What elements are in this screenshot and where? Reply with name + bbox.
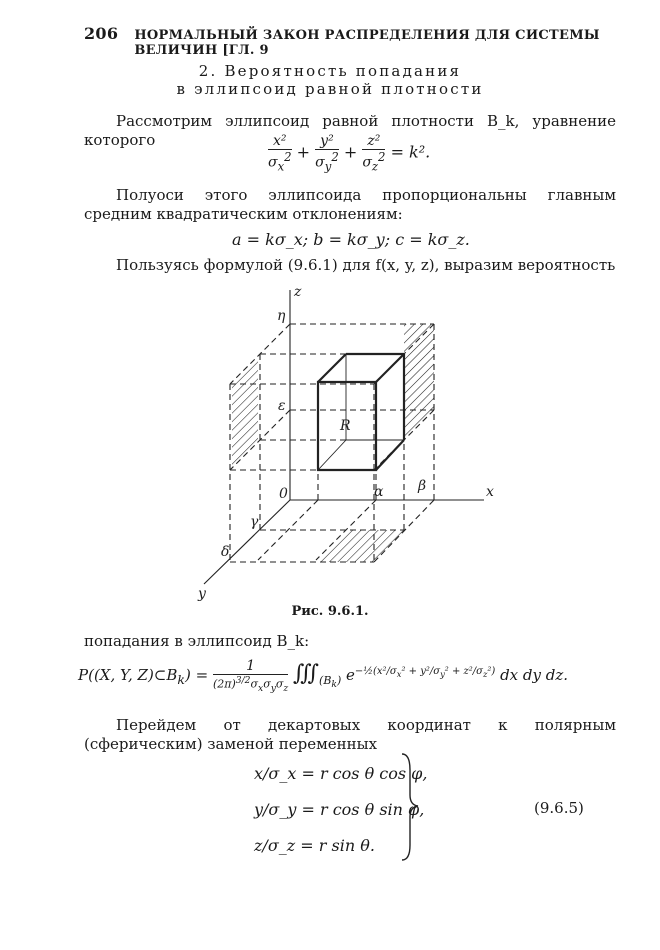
equation-ellipsoid: $\frac{\text{x²}}{\sigma_x^2}$ + $\frac{\text{y²}}{\sigma_y^2}$ + $\frac{\text{z²}}{\sigma_z^2}$ = k². xyxy=(268,133,431,174)
system-line-2: y/σ_y = r cos θ sin φ, xyxy=(254,800,425,819)
label-y: y xyxy=(198,586,206,602)
equation-semiaxes: a = kσ_x; b = kσ_y; c = kσ_z. xyxy=(232,230,470,249)
label-z: z xyxy=(294,284,302,300)
label-eta: η xyxy=(277,308,286,324)
label-origin: 0 xyxy=(279,486,288,502)
label-R: R xyxy=(340,418,351,434)
label-delta: δ xyxy=(221,544,230,560)
system-line-3: z/σ_z = r sin θ. xyxy=(254,836,375,855)
page-number: 206 xyxy=(84,24,119,43)
label-alpha: α xyxy=(374,484,384,500)
paragraph-3: Пользуясь формулой (9.6.1) для f(x, y, z), выразим вероятность xyxy=(116,256,616,274)
equation-number: (9.6.5) xyxy=(534,799,584,817)
label-beta: β xyxy=(418,478,427,494)
label-gamma: γ xyxy=(250,514,259,530)
equation-probability: P((X, Y, $Z)\subset B_k$) = $\frac{1}{(2\pi)^{3/2}\sigma_x\sigma_y\sigma_z}$ $∭_{(B_k)}$ $e^{-\frac{1}{2}(x^2/\sigma_x^2 + y^2/\sigma_y^2 + z^2/\sigma_z^2)}$ dx dy dz. xyxy=(78,658,569,694)
paragraph-2: Полуоси этого эллипсоида пропорциональны главным средним квадратическим отклонениям: xyxy=(84,186,616,223)
paragraph-1-text: Рассмотрим эллипсоид равной плотности B_k, уравнение которого xyxy=(84,112,616,149)
paragraph-5: Перейдем от декартовых координат к полярным (сферическим) заменой переменных xyxy=(84,716,616,753)
section-title-line1: 2. Вероятность попадания xyxy=(198,62,462,80)
label-epsilon: ε xyxy=(278,398,286,414)
paragraph-4: попадания в эллипсоид B_k: xyxy=(84,632,310,650)
running-title: НОРМАЛЬНЫЙ ЗАКОН РАСПРЕДЕЛЕНИЯ ДЛЯ СИСТЕМЫ ВЕЛИЧИН [ГЛ. 9 xyxy=(134,28,600,58)
figure-caption: Рис. 9.6.1. xyxy=(291,604,369,619)
system-line-1: x/σ_x = r cos θ cos φ, xyxy=(254,764,428,783)
label-x: x xyxy=(486,484,494,500)
section-title-line2: в эллипсоид равной плотности xyxy=(176,80,484,98)
